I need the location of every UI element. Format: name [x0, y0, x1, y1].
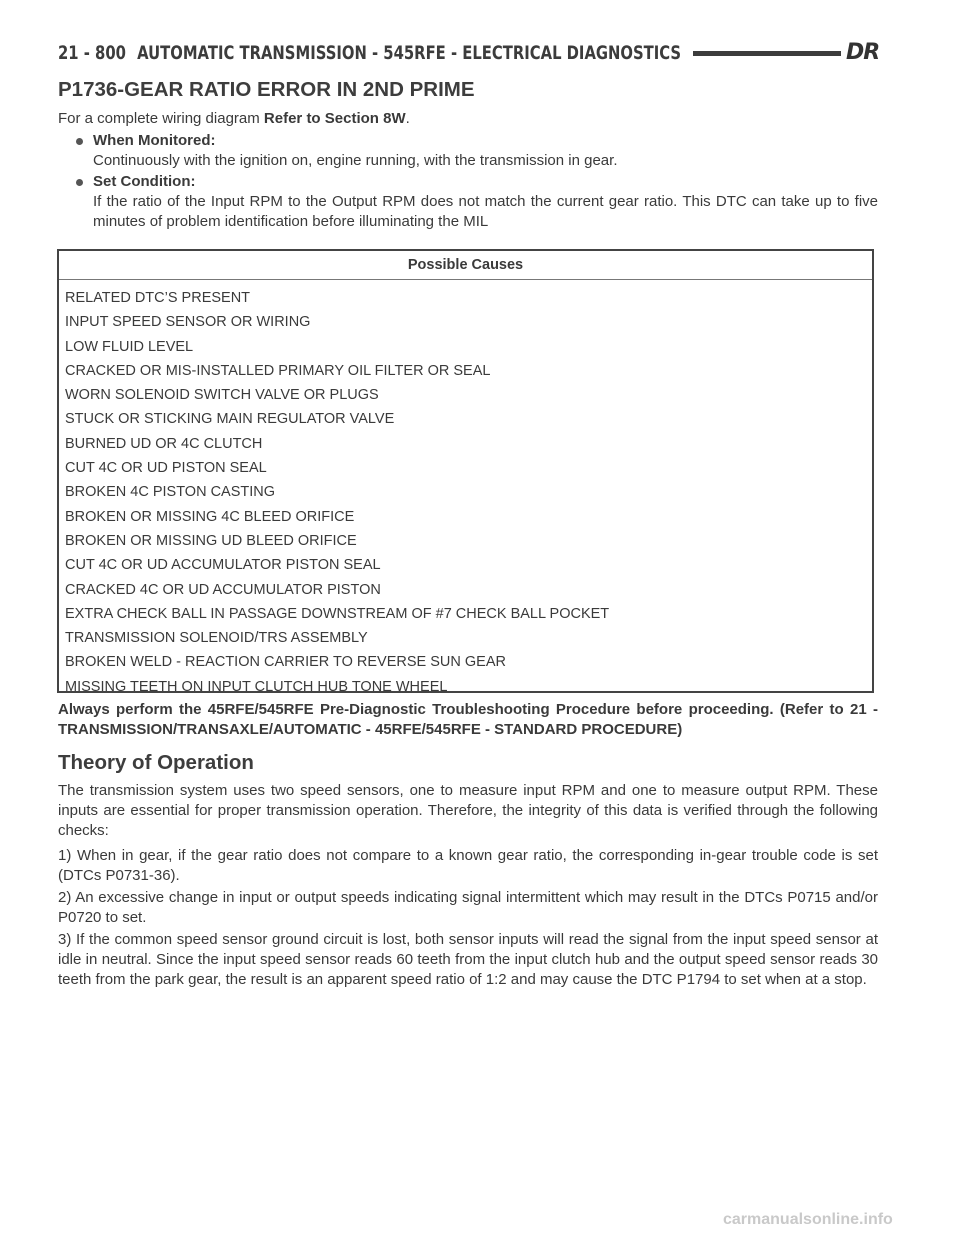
wiring-reference [58, 109, 878, 129]
theory-check-3: 3) If the common speed sensor ground circuit is lost, both sensor inputs will read the signal from the input speed sensor at idle in neutral. Since the input speed sensor reads 60 teeth from the input clutch hub and the output speed sensor reads 30 teeth from the park gear, the result is an apparent speed ratio of 1:2 and may cause the DTC P1794 to set when at a stop. [58, 931, 878, 988]
section-title: AUTOMATIC TRANSMISSION - 545RFE - ELECTRICAL DIAGNOSTICS [137, 42, 682, 64]
bullet-heading: When Monitored: [93, 132, 216, 149]
theory-check-1: 1) When in gear, if the gear ratio does not compare to a known gear ratio, the corresponding in-gear trouble code is set (DTCs P0731-36). [58, 847, 878, 884]
cause-item: BURNED UD OR 4C CLUTCH [65, 435, 263, 452]
possible-causes-list [59, 280, 872, 699]
dtc-title: P1736-GEAR RATIO ERROR IN 2ND PRIME [58, 78, 475, 101]
theory-title: Theory of Operation [58, 751, 254, 774]
cause-item: CUT 4C OR UD ACCUMULATOR PISTON SEAL [65, 557, 381, 574]
cause-item: EXTRA CHECK BALL IN PASSAGE DOWNSTREAM OF #7 CHECK BALL POCKET [65, 605, 610, 622]
cause-item: RELATED DTC’S PRESENT [65, 290, 251, 306]
bullet-icon [76, 138, 83, 145]
cause-item: TRANSMISSION SOLENOID/TRS ASSEMBLY [65, 630, 368, 647]
header-rule [693, 51, 841, 56]
cause-item: CUT 4C OR UD PISTON SEAL [65, 460, 267, 477]
bullet-icon [76, 179, 83, 186]
cause-item: LOW FLUID LEVEL [65, 338, 194, 355]
possible-causes-table [57, 249, 874, 693]
wiring-section-link[interactable]: Refer to Section 8W [263, 110, 406, 127]
page-header [58, 40, 714, 66]
theory-check-2: 2) An excessive change in input or output speeds indicating signal intermittent which may result in the DTCs P0715 and/or P0720 to set. [58, 889, 878, 926]
cause-item: MISSING TEETH ON INPUT CLUTCH HUB TONE WHEEL [65, 678, 448, 695]
cause-item: STUCK OR STICKING MAIN REGULATOR VALVE [65, 411, 395, 428]
wiring-suffix: . [405, 110, 410, 127]
watermark: carmanualsonline.info [723, 1211, 893, 1228]
wiring-prefix: For a complete wiring diagram [58, 110, 264, 127]
cause-item: INPUT SPEED SENSOR OR WIRING [65, 314, 311, 331]
cause-item: WORN SOLENOID SWITCH VALVE OR PLUGS [65, 387, 379, 404]
cause-item: CRACKED OR MIS-INSTALLED PRIMARY OIL FILTER OR SEAL [65, 362, 491, 379]
page-number: 21 - 800 [58, 42, 126, 64]
bullet-body: Continuously with the ignition on, engine running, with the transmission in gear. [93, 152, 618, 169]
cause-item: BROKEN OR MISSING 4C BLEED ORIFICE [65, 508, 355, 525]
bullet-body: If the ratio of the Input RPM to the Output RPM does not match the current gear ratio. This DTC can take up to five minutes of problem identification before illuminating the MIL [93, 193, 878, 230]
dr-logo: DR [846, 40, 880, 65]
bullet-heading: Set Condition: [93, 173, 196, 190]
cause-item: BROKEN 4C PISTON CASTING [65, 484, 276, 501]
cause-item: BROKEN WELD - REACTION CARRIER TO REVERSE SUN GEAR [65, 654, 506, 671]
cause-item: BROKEN OR MISSING UD BLEED ORIFICE [65, 532, 357, 549]
cause-item: CRACKED 4C OR UD ACCUMULATOR PISTON [65, 581, 381, 598]
theory-intro: The transmission system uses two speed sensors, one to measure input RPM and one to measure output RPM. These inputs are essential for proper transmission operation. Therefore, the integrity of this data is verified through the following checks: [58, 782, 878, 839]
procedure-note: Always perform the 45RFE/545RFE Pre-Diagnostic Troubleshooting Procedure before proceeding. (Refer to 21 - TRANSMISSION/TRANSAXLE/AUTOMATIC - 45RFE/545RFE - STANDARD PROCEDURE) [58, 701, 878, 738]
possible-causes-header: Possible Causes [59, 251, 872, 280]
